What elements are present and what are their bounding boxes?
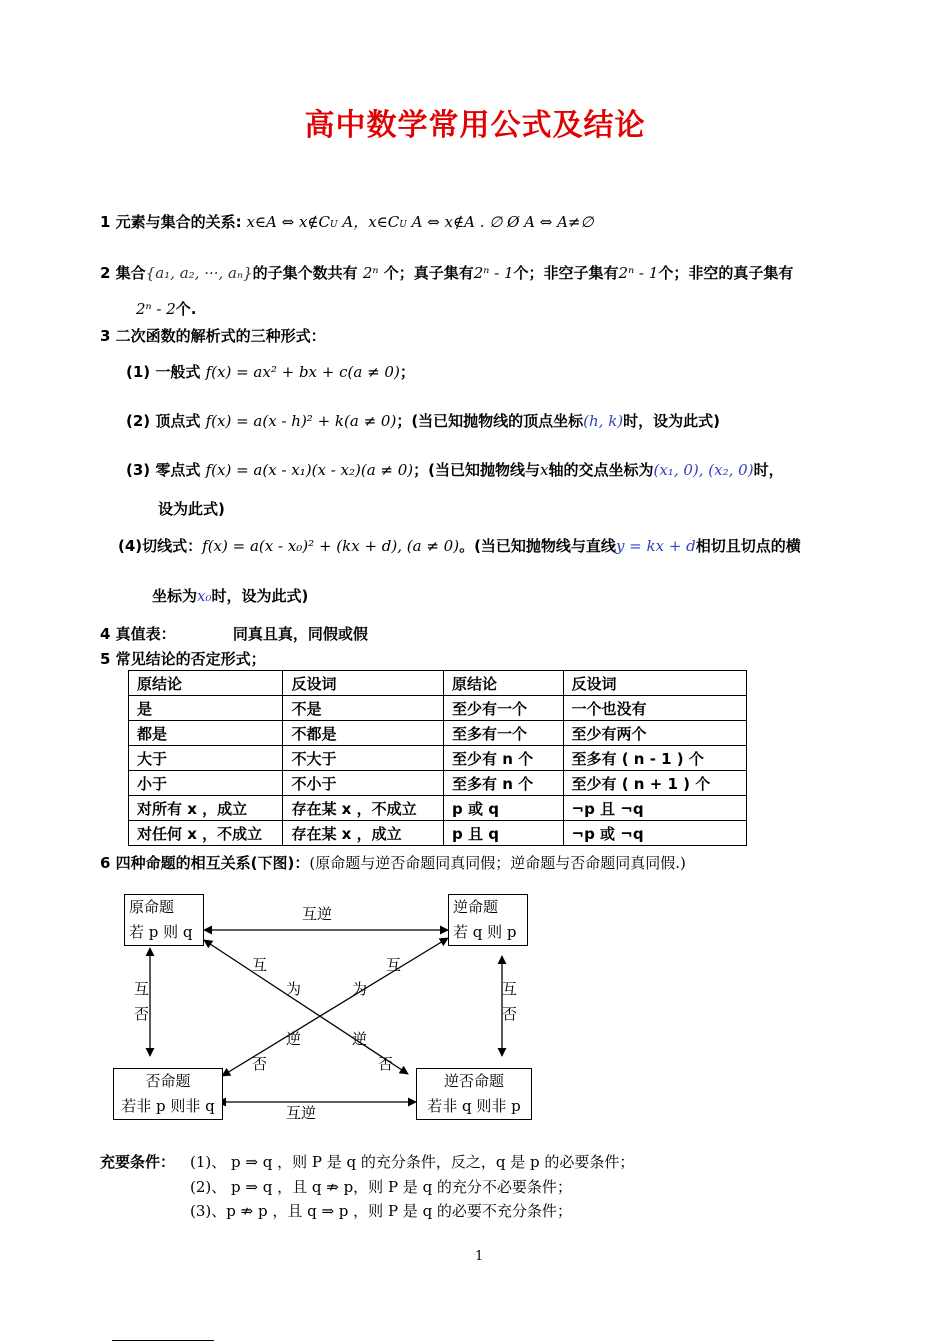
table-cell: 至少有 ( n + 1 ) 个 bbox=[563, 771, 747, 796]
box-original-title: 原命题 bbox=[129, 898, 175, 916]
section-2-e4: 2ⁿ - 2 bbox=[136, 300, 176, 318]
formula-zero-line2: 设为此式) bbox=[158, 500, 225, 518]
formula-tangent-line2b: 时，设为此式) bbox=[211, 587, 309, 605]
condition-3: (3)、p ⇏ p ，且 q ⇒ p ，则 P 是 q 的必要不充分条件； bbox=[190, 1202, 572, 1220]
formula-tangent-label: (4)切线式： bbox=[118, 537, 203, 555]
section-4-value: 同真且真，同假或假 bbox=[232, 625, 368, 643]
box-contrapositive-form: 若非 q 则非 p bbox=[427, 1097, 521, 1115]
box-converse-form: 若 q 则 p bbox=[453, 923, 517, 941]
section-1-sub: U bbox=[330, 220, 338, 230]
formula-general-label: (1) 一般式 bbox=[126, 363, 201, 381]
edge-right-label-2: 否 bbox=[502, 1005, 518, 1023]
section-2-e3: 2ⁿ - 1 bbox=[618, 264, 659, 282]
box-converse bbox=[448, 894, 528, 946]
table-cell: 至多有 n 个 bbox=[444, 771, 563, 796]
table-cell: 至少有一个 bbox=[444, 696, 563, 721]
condition-1: (1)、 p ⇒ q ，则 P 是 q 的充分条件，反之，q 是 p 的必要条件； bbox=[190, 1153, 635, 1171]
section-1-math: x∈A ⇔ x∉C bbox=[246, 213, 330, 231]
box-inverse-form: 若非 p 则非 q bbox=[121, 1097, 215, 1115]
section-2-t1: 的子集个数共有 bbox=[252, 264, 358, 282]
diag-b-label-2: 为 bbox=[352, 980, 368, 998]
table-cell: p 或 q bbox=[444, 796, 563, 821]
formula-zero-x: x bbox=[540, 461, 549, 479]
formula-tangent-expr: f(x) = a(x - x₀)² + (kx + d), (a ≠ 0) bbox=[202, 537, 460, 555]
section-2-t2: 个；真子集有 bbox=[383, 264, 474, 282]
page-number: 1 bbox=[475, 1249, 484, 1264]
edge-left-label-1: 互 bbox=[134, 980, 150, 998]
section-7-label: 充要条件： bbox=[100, 1153, 176, 1171]
box-inverse-title: 否命题 bbox=[145, 1072, 191, 1090]
formula-vertex-note: ；(当已知抛物线的顶点坐标 bbox=[396, 412, 584, 430]
table-cell: 反设词 bbox=[283, 671, 444, 696]
diag-a-label-4: 否 bbox=[252, 1055, 268, 1073]
section-6-label: 6 四种命题的相互关系(下图)： bbox=[100, 854, 310, 872]
condition-2: (2)、 p ⇒ q ，且 q ⇏ p，则 P 是 q 的充分不必要条件； bbox=[190, 1178, 572, 1196]
section-2-t5: 个. bbox=[175, 300, 197, 318]
diag-b-label-4: 否 bbox=[378, 1055, 394, 1073]
diag-b-label-1: 互 bbox=[386, 956, 402, 974]
box-inverse bbox=[113, 1068, 223, 1120]
table-cell: 大于 bbox=[129, 746, 283, 771]
section-1-math3: A ⇔ x∉A . ∅ Ø A ⇔ A≠∅ bbox=[411, 213, 594, 231]
formula-zero-expr: f(x) = a(x - x₁)(x - x₂)(a ≠ 0) bbox=[205, 461, 414, 479]
box-converse-title: 逆命题 bbox=[453, 898, 499, 916]
section-2-e2: 2ⁿ - 1 bbox=[473, 264, 514, 282]
table-cell: ¬p 或 ¬q bbox=[563, 821, 747, 846]
table-cell: 都是 bbox=[129, 721, 283, 746]
formula-tangent-note: 。(当已知抛物线与直线 bbox=[459, 537, 616, 555]
table-cell: 至少有两个 bbox=[563, 721, 747, 746]
edge-top-label: 互逆 bbox=[302, 905, 333, 923]
table-cell: 至少有 n 个 bbox=[444, 746, 563, 771]
edge-bottom-label: 互逆 bbox=[286, 1104, 317, 1122]
table-cell: 至多有一个 bbox=[444, 721, 563, 746]
section-2-set: {a₁, a₂, ···, aₙ} bbox=[145, 264, 253, 282]
table-cell: 是 bbox=[129, 696, 283, 721]
formula-zero-label: (3) 零点式 bbox=[126, 461, 201, 479]
footnote-rule bbox=[112, 1340, 214, 1341]
formula-vertex-label: (2) 顶点式 bbox=[126, 412, 201, 430]
formula-tangent-line: y = kx + d bbox=[615, 537, 696, 555]
formula-tangent-end: 相切且切点的横 bbox=[695, 537, 801, 555]
box-original bbox=[124, 894, 204, 946]
formula-vertex-point: (h, k) bbox=[583, 412, 624, 430]
formula-vertex-expr: f(x) = a(x - h)² + k(a ≠ 0) bbox=[205, 412, 397, 430]
formula-tangent-line2a: 坐标为 bbox=[152, 587, 198, 605]
table-cell: 对所有 x ，成立 bbox=[129, 796, 283, 821]
diag-b-label-3: 逆 bbox=[352, 1030, 368, 1048]
table-cell: p 且 q bbox=[444, 821, 563, 846]
table-cell: ¬p 且 ¬q bbox=[563, 796, 747, 821]
table-cell: 存在某 x ，不成立 bbox=[283, 796, 444, 821]
page-title: 高中数学常用公式及结论 bbox=[304, 108, 646, 143]
section-1-sub2: U bbox=[399, 220, 407, 230]
table-cell: 不是 bbox=[283, 696, 444, 721]
box-original-form: 若 p 则 q bbox=[129, 923, 193, 941]
formula-zero-end: 时， bbox=[753, 461, 784, 479]
section-3-label: 3 二次函数的解析式的三种形式： bbox=[100, 327, 326, 345]
formula-tangent-x0: x₀ bbox=[197, 587, 212, 605]
box-contrapositive bbox=[416, 1068, 532, 1120]
diag-a-label-2: 为 bbox=[286, 980, 302, 998]
section-2-e1: 2ⁿ bbox=[362, 264, 379, 282]
table-cell: 不大于 bbox=[283, 746, 444, 771]
section-2-t3: 个；非空子集有 bbox=[513, 264, 619, 282]
section-1-math2: A，x∈C bbox=[342, 213, 400, 231]
section-5-label: 5 常见结论的否定形式； bbox=[100, 650, 266, 668]
formula-zero-note: ；(当已知抛物线与 bbox=[413, 461, 541, 479]
table-cell: 小于 bbox=[129, 771, 283, 796]
formula-vertex-end: 时，设为此式) bbox=[623, 412, 721, 430]
diag-a-label-1: 互 bbox=[252, 956, 268, 974]
table-cell: 不小于 bbox=[283, 771, 444, 796]
table-cell: 存在某 x ，成立 bbox=[283, 821, 444, 846]
table-cell: 一个也没有 bbox=[563, 696, 747, 721]
table-cell: 原结论 bbox=[444, 671, 563, 696]
table-cell: 不都是 bbox=[283, 721, 444, 746]
table-cell: 原结论 bbox=[129, 671, 283, 696]
edge-right-label-1: 互 bbox=[502, 980, 518, 998]
section-1-label: 1 元素与集合的关系: bbox=[100, 213, 242, 231]
table-cell: 反设词 bbox=[563, 671, 747, 696]
table-cell: 对任何 x ，不成立 bbox=[129, 821, 283, 846]
formula-general-end: ； bbox=[399, 363, 415, 381]
formula-general-expr: f(x) = ax² + bx + c(a ≠ 0) bbox=[205, 363, 400, 381]
section-6-note: (原命题与逆否命题同真同假；逆命题与否命题同真同假.) bbox=[309, 854, 686, 872]
section-2-label: 2 集合 bbox=[100, 264, 146, 282]
formula-zero-note2: 轴的交点坐标为 bbox=[548, 461, 654, 479]
formula-zero-points: (x₁, 0), (x₂, 0) bbox=[653, 461, 754, 479]
section-4-label: 4 真值表： bbox=[100, 625, 176, 643]
box-contrapositive-title: 逆否命题 bbox=[443, 1072, 504, 1090]
section-2-t4: 个；非空的真子集有 bbox=[658, 264, 794, 282]
diag-a-label-3: 逆 bbox=[286, 1030, 302, 1048]
edge-left-label-2: 否 bbox=[134, 1005, 150, 1023]
table-cell: 至多有 ( n - 1 ) 个 bbox=[563, 746, 747, 771]
